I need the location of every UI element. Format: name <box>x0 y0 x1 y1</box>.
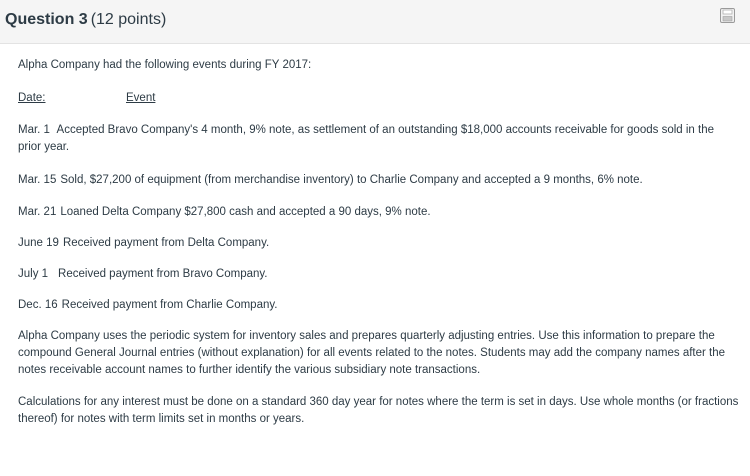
event-row <box>18 297 740 314</box>
calculation-paragraph: Calculations for any interest must be done on a standard 360 day year for notes where the term is set in days. Use whole months (or fractions thereof) for notes with term limits set in months or years. <box>18 396 739 425</box>
event-text: Loaned Delta Company $27,800 cash and accepted a 90 days, 9% note. <box>60 206 431 218</box>
event-text: Sold, $27,200 of equipment (from merchandise inventory) to Charlie Company and accepted a 9 months, 6% note. <box>60 174 643 186</box>
event-text: Received payment from Delta Company. <box>62 237 270 249</box>
event-row <box>18 235 740 252</box>
event-date: Mar. 15 <box>18 174 57 186</box>
event-date: Mar. 21 <box>18 206 57 218</box>
event-date: Mar. 1 <box>18 124 50 136</box>
event-text: Accepted Bravo Company's 4 month, 9% note, as settlement of an outstanding $18,000 accounts receivable for goods sold in the prior year. <box>18 124 714 153</box>
event-header: Event <box>126 92 156 104</box>
question-header <box>0 0 750 44</box>
event-row <box>18 204 740 221</box>
event-text: Received payment from Bravo Company. <box>58 268 268 280</box>
date-header: Date: <box>18 92 46 104</box>
question-title <box>5 11 166 29</box>
event-date: Dec. 16 <box>18 299 58 311</box>
event-text: Received payment from Charlie Company. <box>61 299 278 311</box>
instructions-paragraph: Alpha Company uses the periodic system for inventory sales and prepares quarterly adjusting entries. Use this information to prepare the compound General Journal entries (without explanation) for all events related to the notes. Students may add the company names after the notes receivable account names to further identify the various subsidiary note transactions. <box>18 330 726 376</box>
event-row <box>18 266 740 283</box>
question-name: Question 3 <box>5 11 88 28</box>
event-row <box>18 122 740 156</box>
event-row <box>18 172 740 189</box>
flag-question-icon[interactable] <box>720 8 735 23</box>
table-header-row <box>18 90 740 107</box>
event-date: June 19 <box>18 237 59 249</box>
intro-text: Alpha Company had the following events during FY 2017: <box>18 59 312 71</box>
event-date: July 1 <box>18 268 49 280</box>
question-points: (12 points) <box>90 11 167 28</box>
